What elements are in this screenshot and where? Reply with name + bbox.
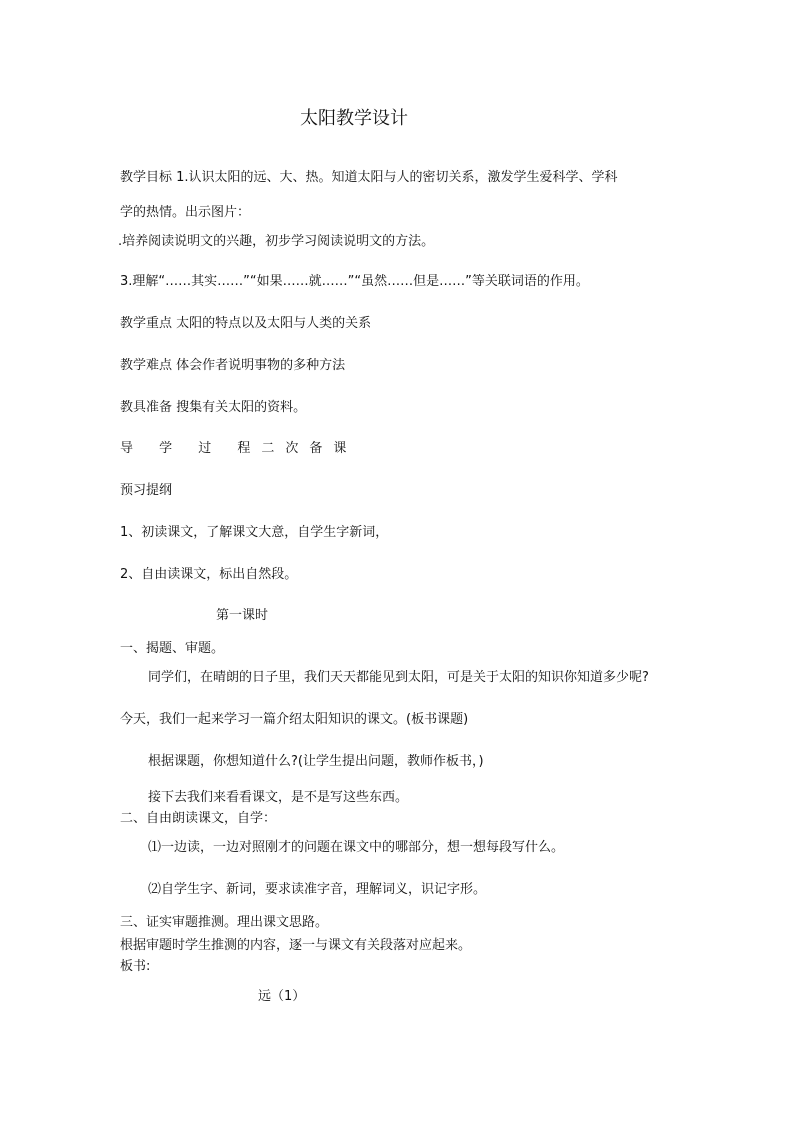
section-one-paragraph-1: 同学们，在晴朗的日子里，我们天天都能见到太阳，可是关于太阳的知识你知道多少呢? — [148, 670, 649, 685]
section-three-paragraph: 根据审题时学生推测的内容，逐一与课文有关段落对应起来。 — [120, 938, 472, 953]
section-two-heading: 二、自由朗读课文，自学： — [120, 811, 277, 826]
section-one-paragraph-2: 今天，我们一起来学习一篇介绍太阳知识的课文。(板书课题) — [120, 712, 469, 727]
preview-item-1: 1、初读课文，了解课文大意，自学生字新词， — [120, 525, 389, 540]
teaching-goal-3: 3.理解“……其实……”“如果……就……”“虽然……但是……”等关联词语的作用。 — [120, 274, 589, 289]
teaching-focus: 教学重点 太阳的特点以及太阳与人类的关系 — [120, 316, 372, 331]
teaching-goal-line-1: 教学目标 1.认识太阳的远、大、热。知道太阳与人的密切关系，激发学生爱科学、学科 — [120, 170, 618, 185]
teaching-goal-2: .培养阅读说明文的兴趣，初步学习阅读说明文的方法。 — [118, 234, 435, 249]
teaching-materials: 教具准备 搜集有关太阳的资料。 — [120, 400, 307, 415]
document-title: 太阳教学设计 — [300, 108, 408, 129]
section-two-item-2: ⑵自学生字、新词，要求读准字音，理解词义，识记字形。 — [148, 882, 487, 897]
lesson-one-heading: 第一课时 — [216, 608, 269, 623]
section-one-paragraph-3: 根据课题，你想知道什么?(让学生提出问题，教师作板书，) — [148, 754, 484, 769]
process-heading: 导 学 过 程二次备课 — [120, 441, 358, 456]
teaching-difficulty: 教学难点 体会作者说明事物的多种方法 — [120, 358, 346, 373]
section-three-heading: 三、证实审题推测。理出课文思路。 — [120, 915, 329, 930]
section-one-paragraph-4: 接下去我们来看看课文，是不是写这些东西。 — [148, 790, 409, 805]
teaching-goal-line-2: 学的热情。出示图片： — [120, 205, 251, 220]
section-one-heading: 一、揭题、审题。 — [120, 641, 225, 656]
section-two-item-1: ⑴一边读，一边对照刚才的问题在课文中的哪部分，想一想每段写什么。 — [148, 840, 565, 855]
blackboard-item-far: 远（1） — [258, 989, 306, 1004]
preview-outline-heading: 预习提纲 — [120, 483, 173, 498]
preview-item-2: 2、自由读课文，标出自然段。 — [120, 567, 298, 582]
blackboard-label: 板书: — [120, 959, 151, 974]
